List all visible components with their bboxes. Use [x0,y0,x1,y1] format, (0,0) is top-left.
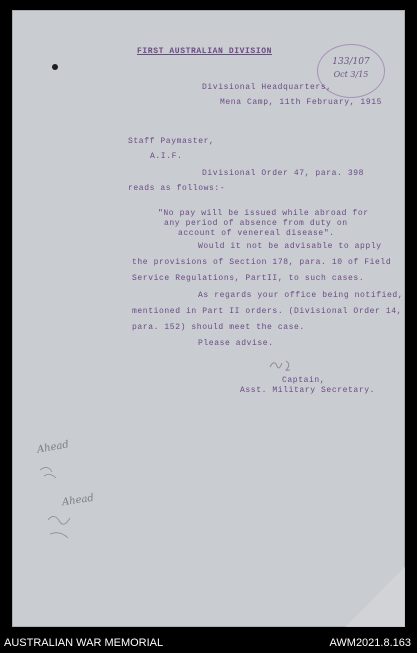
para1-line3: Service Regulations, PartII, to such cases. [132,274,365,283]
para1-line2: the provisions of Section 178, para. 10 of Field [132,258,392,267]
quote-line2: any period of absence from duty on [164,219,348,228]
para2-line2: mentioned in Part II orders. (Divisional Order 14, [132,307,403,316]
para2-line1: As regards your office being notified, [198,291,404,300]
quote-line3: account of venereal disease". [178,229,335,238]
signatory-title: Asst. Military Secretary. [240,386,376,395]
quote-line1: "No pay will be issued while abroad for [158,209,369,218]
signature-initials [267,357,297,373]
pencil-note-1: Ahead [36,439,70,456]
footer-institution: AUSTRALIAN WAR MEMORIAL [4,637,164,649]
punch-hole [52,64,58,70]
signatory-rank: Captain, [282,376,326,385]
para2-line3: para. 152) should meet the case. [132,323,305,332]
stamp-date: Oct 3/15 [333,70,369,79]
pencil-scribbles [30,460,130,550]
letter-heading: FIRST AUSTRALIAN DIVISION [137,47,273,56]
para1-line1: Would it not be advisable to apply [198,242,382,251]
recipient-line2: A.I.F. [150,152,183,161]
closing-line: Please advise. [198,339,274,348]
order-reference: Divisional Order 47, para. 398 [202,169,365,178]
footer-bar [0,633,417,653]
place-date: Mena Camp, 11th February, 1915 [220,98,383,107]
recipient-line1: Staff Paymaster, [128,137,215,146]
stamp-number: 133/107 [332,57,370,67]
reads-line: reads as follows:- [128,184,226,193]
document-page [12,10,405,627]
footer-accession: AWM2021.8.163 [329,637,411,649]
pencil-note-2: Ahead [61,492,95,509]
hq-line: Divisional Headquarters, [202,83,332,92]
